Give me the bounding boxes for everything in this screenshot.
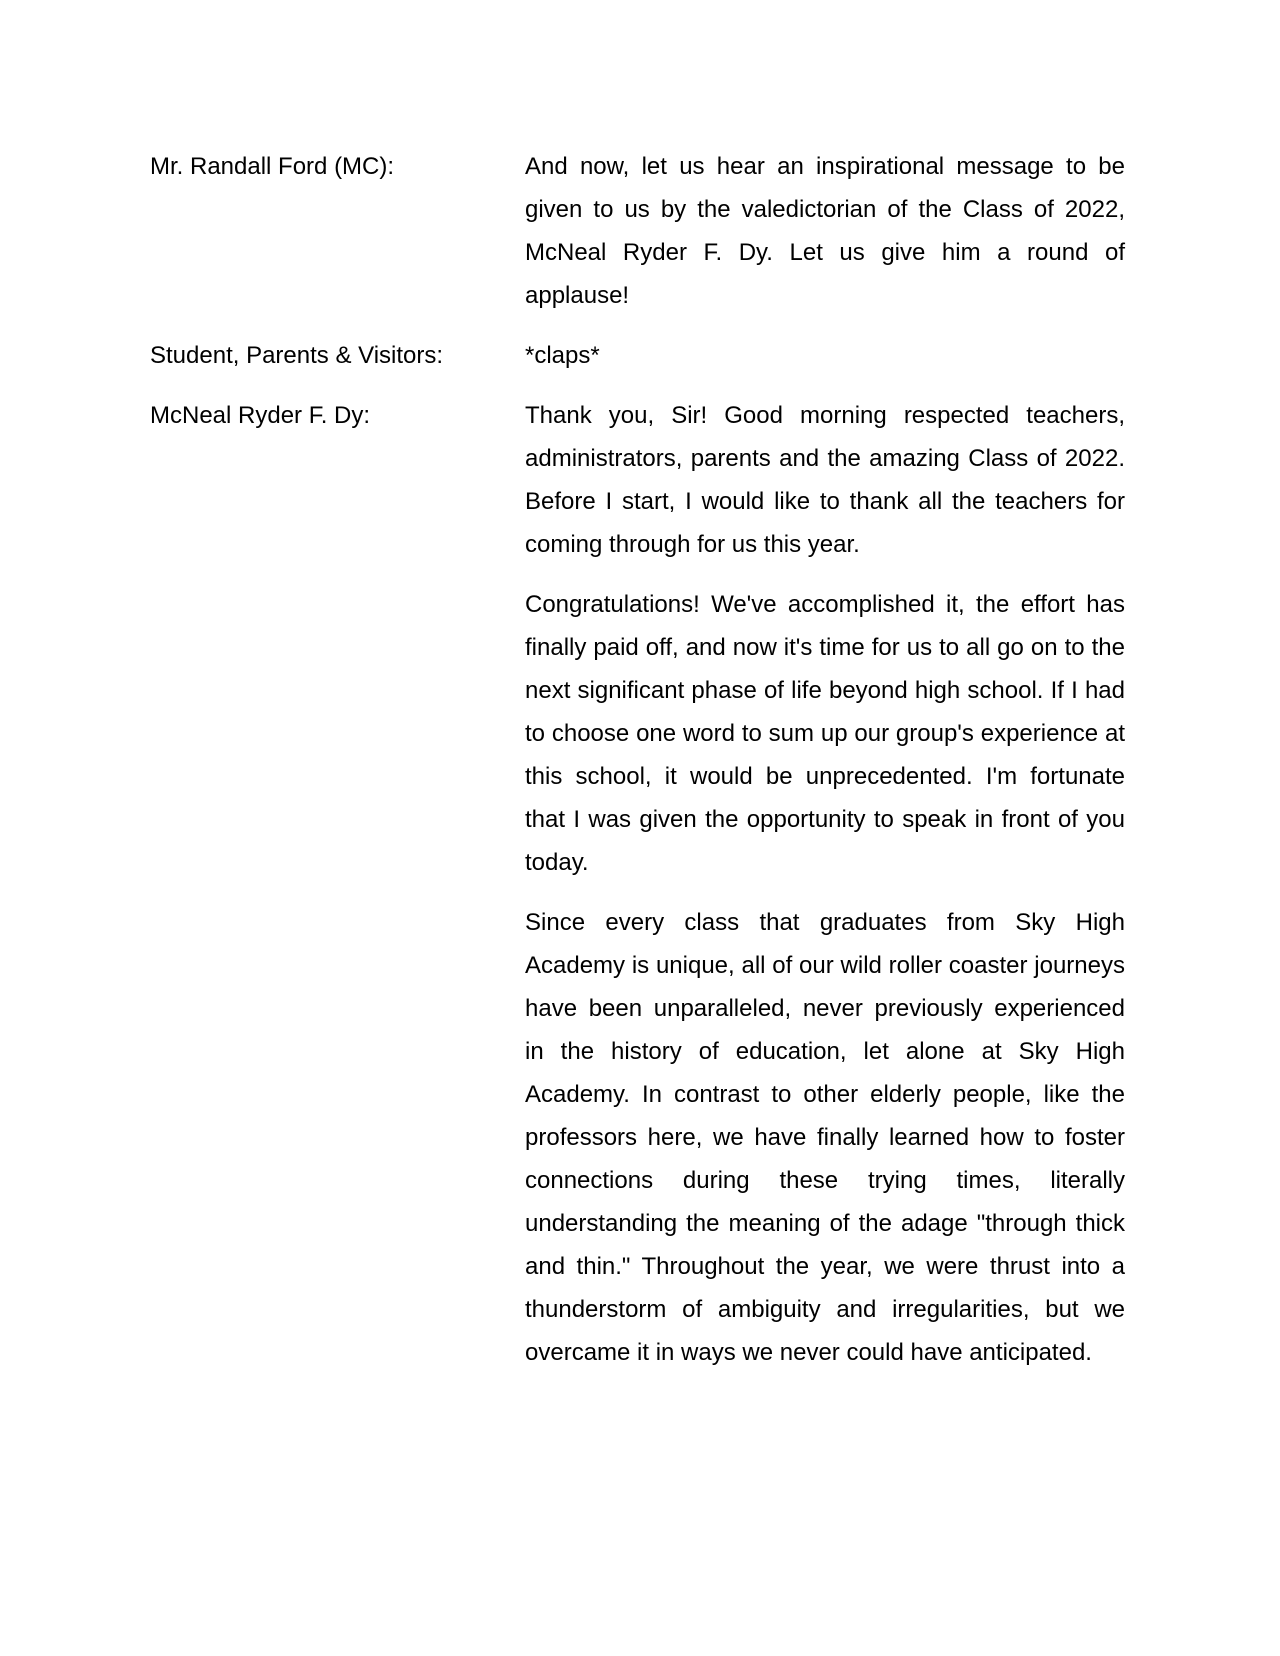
speaker-name: Student, Parents & Visitors: <box>150 342 444 369</box>
dialogue-entry-mc <box>150 145 1125 317</box>
line-paragraph: Congratulations! We've accomplished it, the effort has finally paid off, and now it's time for us to all go on to the next significant phase of life beyond high school. If I had to choose one word to sum up our group's experience at this school, it would be unprecedented. I'm fortunate that I was given the opportunity to speak in front of you today. <box>525 591 1125 876</box>
speaker-lines <box>525 334 1125 377</box>
line-paragraph: *claps* <box>525 342 600 369</box>
speaker-name: McNeal Ryder F. Dy: <box>150 402 371 429</box>
dialogue-script <box>150 145 1125 1391</box>
dialogue-entry-valedictorian <box>150 394 1125 1374</box>
speaker-lines <box>525 145 1125 317</box>
line-paragraph: Thank you, Sir! Good morning respected teachers, administrators, parents and the amazing Class of 2022. Before I start, I would like to thank all the teachers for coming through for us this year. <box>525 402 1125 558</box>
speaker-lines <box>525 394 1125 1374</box>
line-paragraph: And now, let us hear an inspirational message to be given to us by the valedictorian of the Class of 2022, McNeal Ryder F. Dy. Let us give him a round of applause! <box>525 153 1125 309</box>
speaker-name: Mr. Randall Ford (MC): <box>150 153 395 180</box>
line-paragraph: Since every class that graduates from Sky High Academy is unique, all of our wild roller coaster journeys have been unparalleled, never previously experienced in the history of education, let alone at Sky High Academy. In contrast to other elderly people, like the professors here, we have finally learned how to foster connections during these trying times, literally understanding the meaning of the adage "through thick and thin." Throughout the year, we were thrust into a thunderstorm of ambiguity and irregularities, but we overcame it in ways we never could have anticipated. <box>525 909 1125 1366</box>
dialogue-entry-audience <box>150 334 1125 377</box>
